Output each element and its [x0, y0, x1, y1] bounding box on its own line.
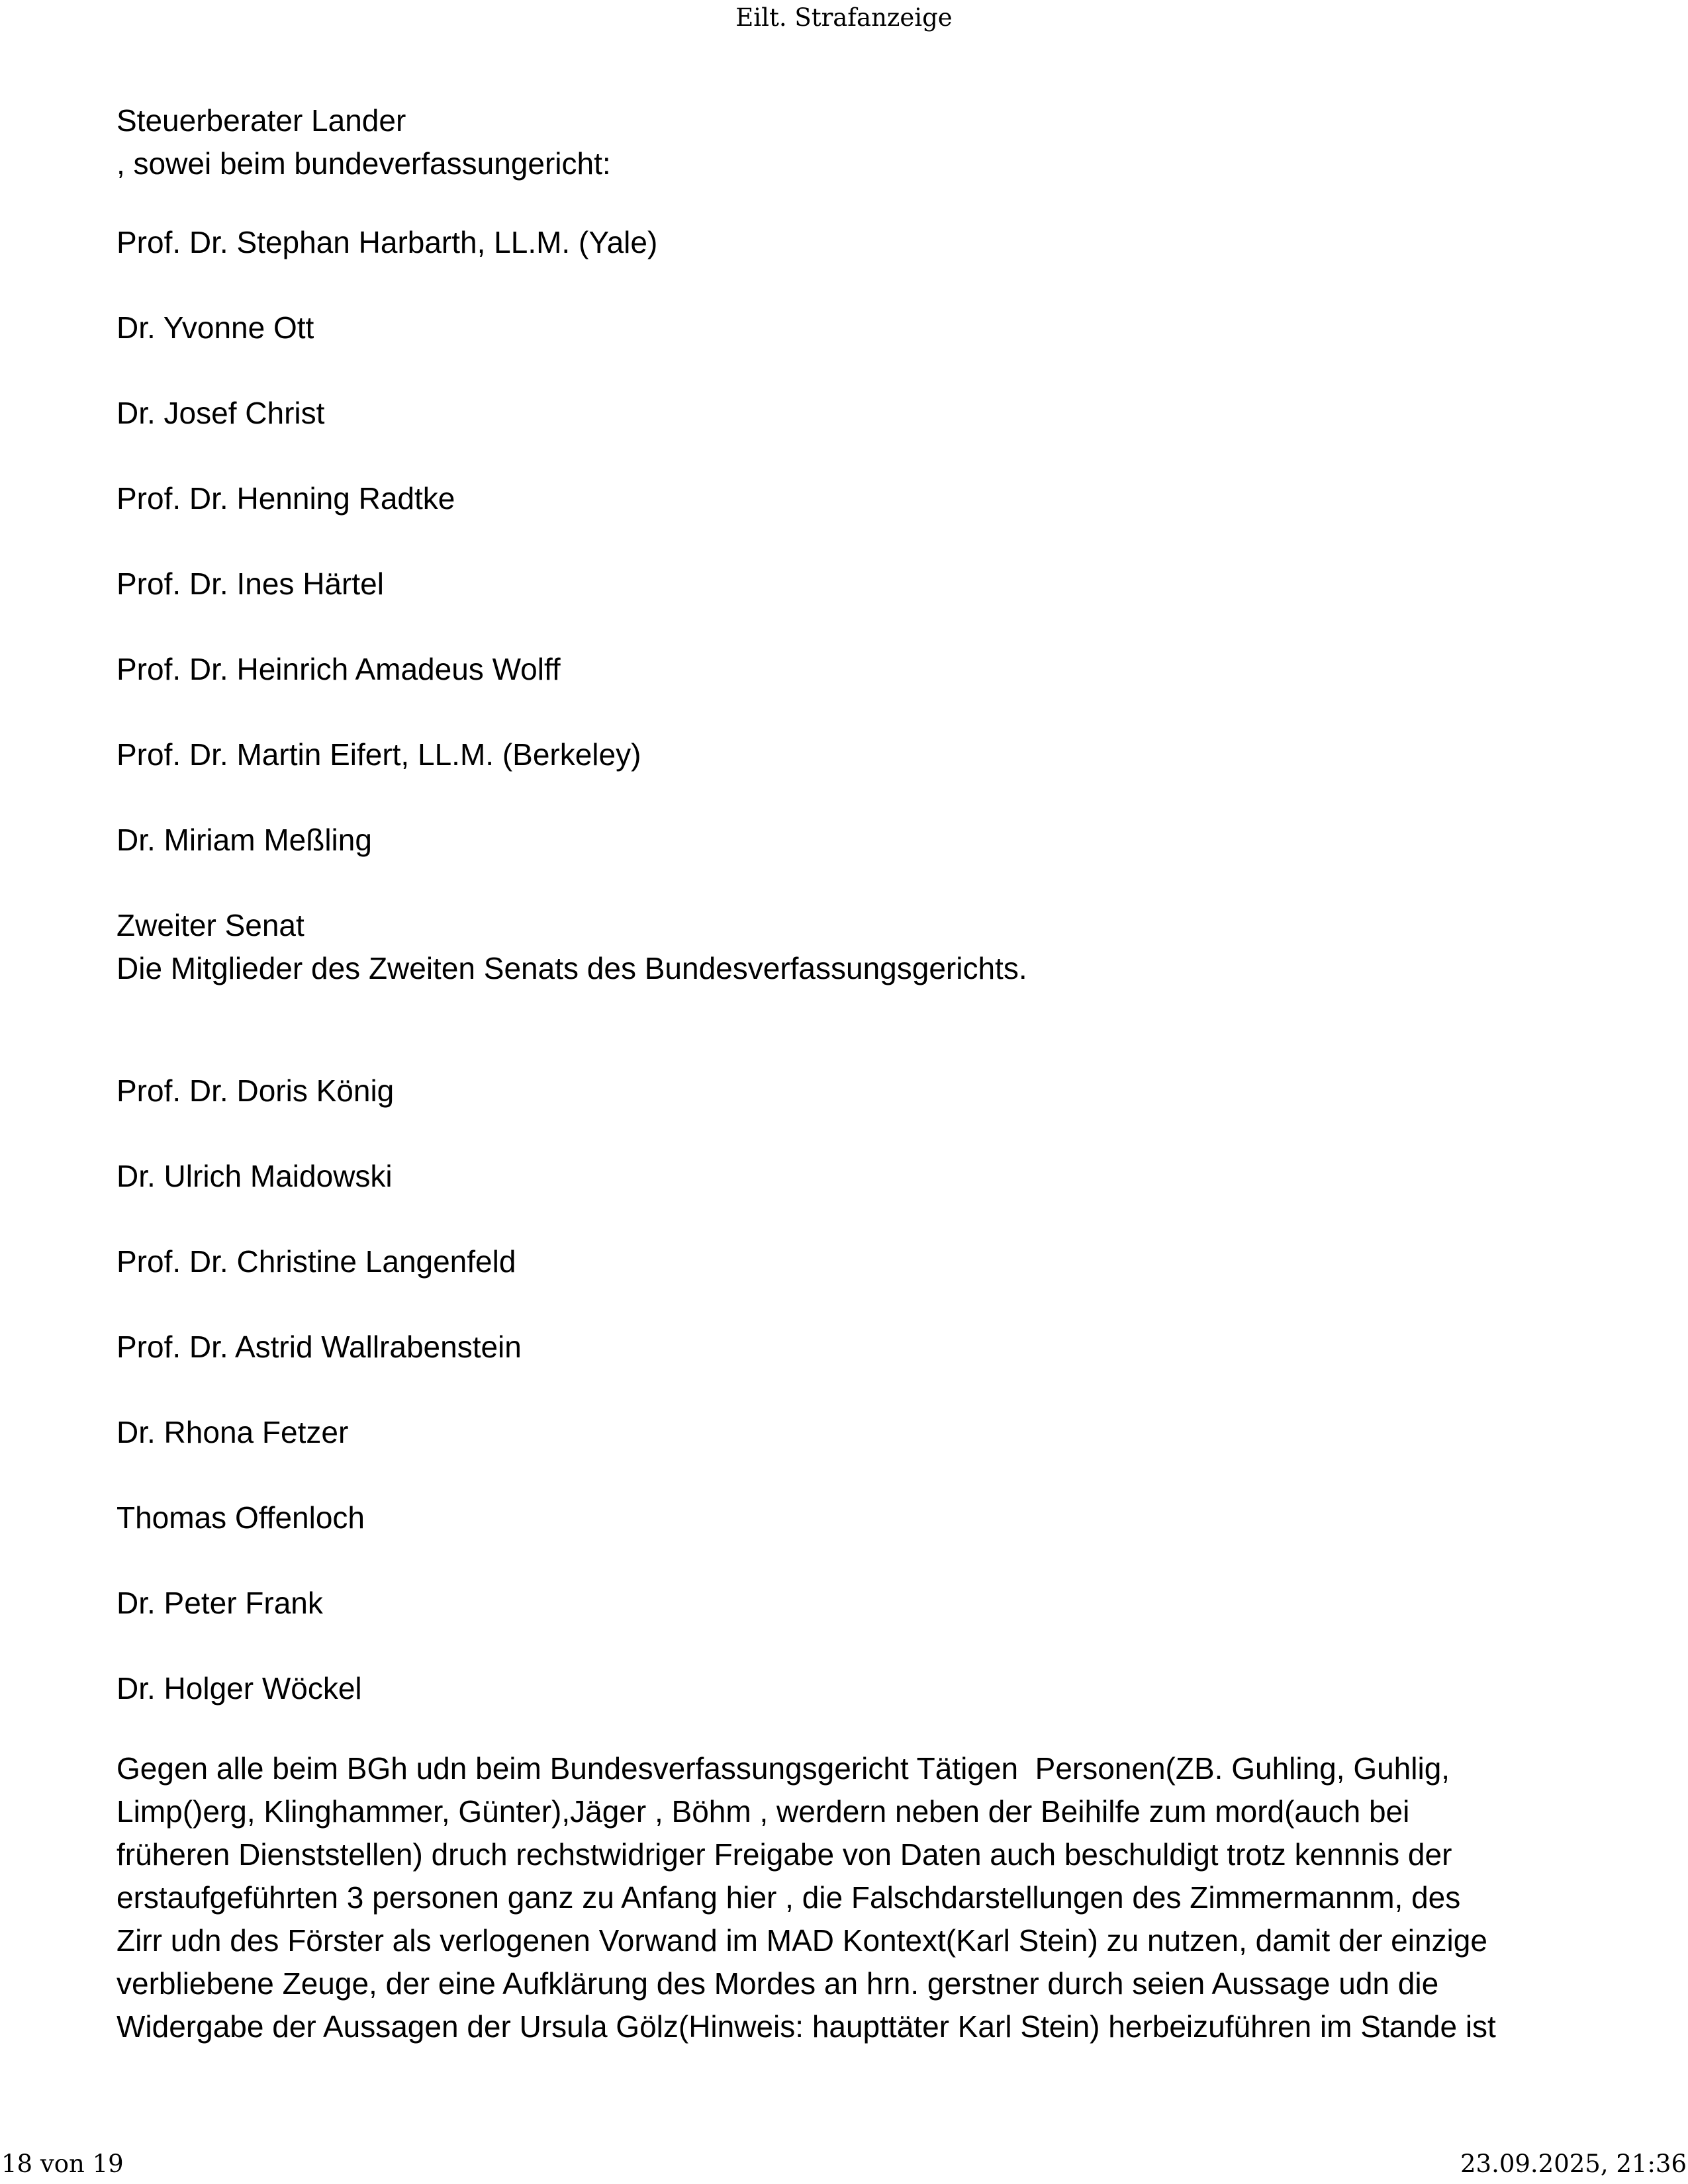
member-name: Prof. Dr. Heinrich Amadeus Wolff: [117, 652, 561, 686]
member-name: Dr. Peter Frank: [117, 1586, 323, 1620]
member-name: Prof. Dr. Christine Langenfeld: [117, 1244, 516, 1279]
member-name: Prof. Dr. Stephan Harbarth, LL.M. (Yale): [117, 225, 658, 259]
member-name: Dr. Josef Christ: [117, 396, 325, 430]
intro-line-court: , sowei beim bundeverfassungericht:: [117, 146, 611, 181]
member-name: Dr. Yvonne Ott: [117, 310, 314, 345]
member-name: Dr. Rhona Fetzer: [117, 1415, 349, 1449]
paragraph-line: erstaufgeführten 3 personen ganz zu Anfang hier , die Falschdarstellungen des Zimmermannm, des: [117, 1880, 1461, 1915]
second-senate-member-list: [117, 1069, 1606, 1710]
paragraph-line: Limp()erg, Klinghammer, Günter),Jäger , Böhm , werdern neben der Beihilfe zum mord(auch bei: [117, 1794, 1410, 1829]
paragraph-line: Widergabe der Aussagen der Ursula Gölz(Hinweis: haupttäter Karl Stein) herbeizuführen im Stande ist: [117, 2009, 1496, 2044]
intro-line-recipient: Steuerberater Lander: [117, 103, 406, 138]
member-name: Dr. Ulrich Maidowski: [117, 1159, 393, 1193]
page-header-title: Eilt. Strafanzeige: [735, 3, 953, 32]
first-senate-member-list: [117, 221, 1606, 862]
paragraph-line: früheren Dienststellen) druch rechstwidriger Freigabe von Daten auch beschuldigt trotz kennnis der: [117, 1837, 1452, 1872]
member-name: Dr. Holger Wöckel: [117, 1671, 362, 1706]
paragraph-line: Zirr udn des Förster als verlogenen Vorwand im MAD Kontext(Karl Stein) zu nutzen, damit der einzige: [117, 1923, 1487, 1958]
member-name: Prof. Dr. Astrid Wallrabenstein: [117, 1330, 522, 1364]
second-senate-heading-block: [117, 904, 1606, 990]
paragraph-line: Gegen alle beim BGh udn beim Bundesverfassungsgericht Tätigen Personen(ZB. Guhling, Guhlig,: [117, 1751, 1450, 1786]
print-timestamp: 23.09.2025, 21:36: [1460, 2150, 1687, 2178]
member-name: Prof. Dr. Martin Eifert, LL.M. (Berkeley): [117, 737, 641, 772]
section-subheading: Die Mitglieder des Zweiten Senats des Bundesverfassungsgerichts.: [117, 951, 1027, 985]
member-name: Prof. Dr. Ines Härtel: [117, 567, 384, 601]
section-heading: Zweiter Senat: [117, 908, 305, 942]
member-name: Prof. Dr. Doris König: [117, 1073, 395, 1108]
page-number: 18 von 19: [1, 2150, 124, 2178]
member-name: Dr. Miriam Meßling: [117, 823, 372, 857]
body-paragraph: [117, 1747, 1606, 2048]
member-name: Prof. Dr. Henning Radtke: [117, 481, 455, 516]
document-body: [117, 99, 1606, 2048]
member-name: Thomas Offenloch: [117, 1500, 365, 1535]
paragraph-line: verbliebene Zeuge, der eine Aufklärung des Mordes an hrn. gerstner durch seien Aussage udn die: [117, 1966, 1439, 2001]
intro-block: [117, 99, 1606, 185]
